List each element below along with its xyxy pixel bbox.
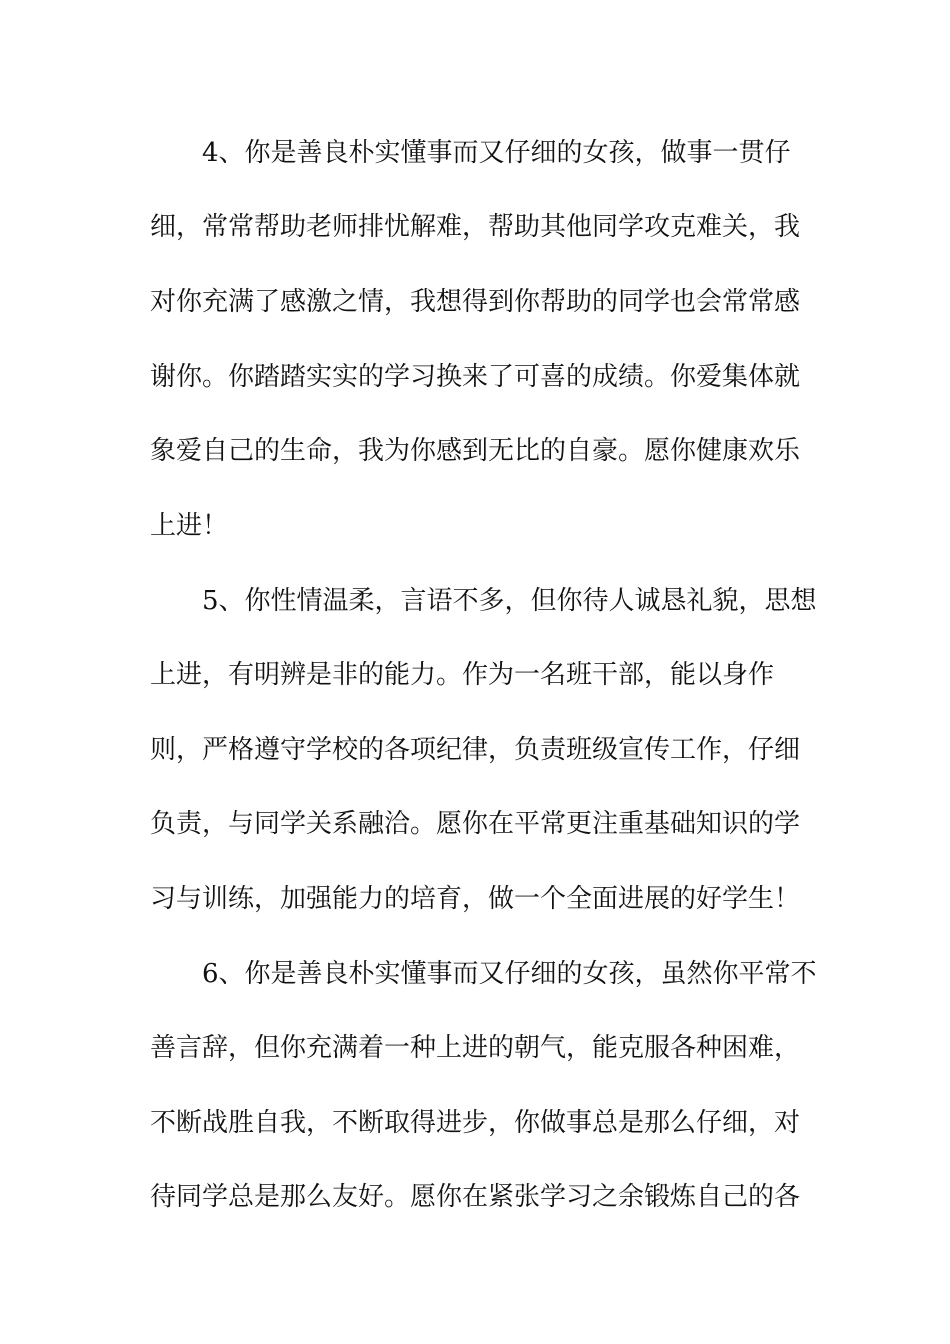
paragraph-6-line-4: 待同学总是那么友好。愿你在紧张学习之余锻炼自己的各 [150, 1182, 801, 1212]
paragraph-4-line-1: 4、你是善良朴实懂事而又仔细的女孩，做事一贯仔 [202, 138, 791, 168]
paragraph-5-line-4: 负责，与同学关系融洽。愿你在平常更注重基础知识的学 [150, 809, 801, 839]
paragraph-5-line-1: 5、你性情温柔，言语不多，但你待人诚恳礼貌，思想 [202, 586, 817, 616]
paragraph-6-line-1: 6、你是善良朴实懂事而又仔细的女孩，虽然你平常不 [202, 959, 817, 989]
paragraph-5-line-2: 上进，有明辨是非的能力。作为一名班干部，能以身作 [150, 660, 775, 690]
paragraph-5-line-5: 习与训练，加强能力的培育，做一个全面进展的好学生！ [150, 884, 801, 914]
paragraph-4-line-6: 上进！ [150, 511, 229, 541]
paragraph-4-line-5: 象爱自己的生命，我为你感到无比的自豪。愿你健康欢乐 [150, 436, 801, 466]
paragraph-4-line-2: 细，常常帮助老师排忧解难，帮助其他同学攻克难关，我 [150, 212, 801, 242]
paragraph-4-line-3: 对你充满了感激之情，我想得到你帮助的同学也会常常感 [150, 287, 801, 317]
paragraph-6-line-3: 不断战胜自我，不断取得进步，你做事总是那么仔细，对 [150, 1108, 801, 1138]
paragraph-4-line-4: 谢你。你踏踏实实的学习换来了可喜的成绩。你爱集体就 [150, 362, 801, 392]
paragraph-6-line-2: 善言辞，但你充满着一种上进的朝气，能克服各种困难， [150, 1033, 801, 1063]
paragraph-5-line-3: 则，严格遵守学校的各项纪律，负责班级宣传工作，仔细 [150, 735, 801, 765]
